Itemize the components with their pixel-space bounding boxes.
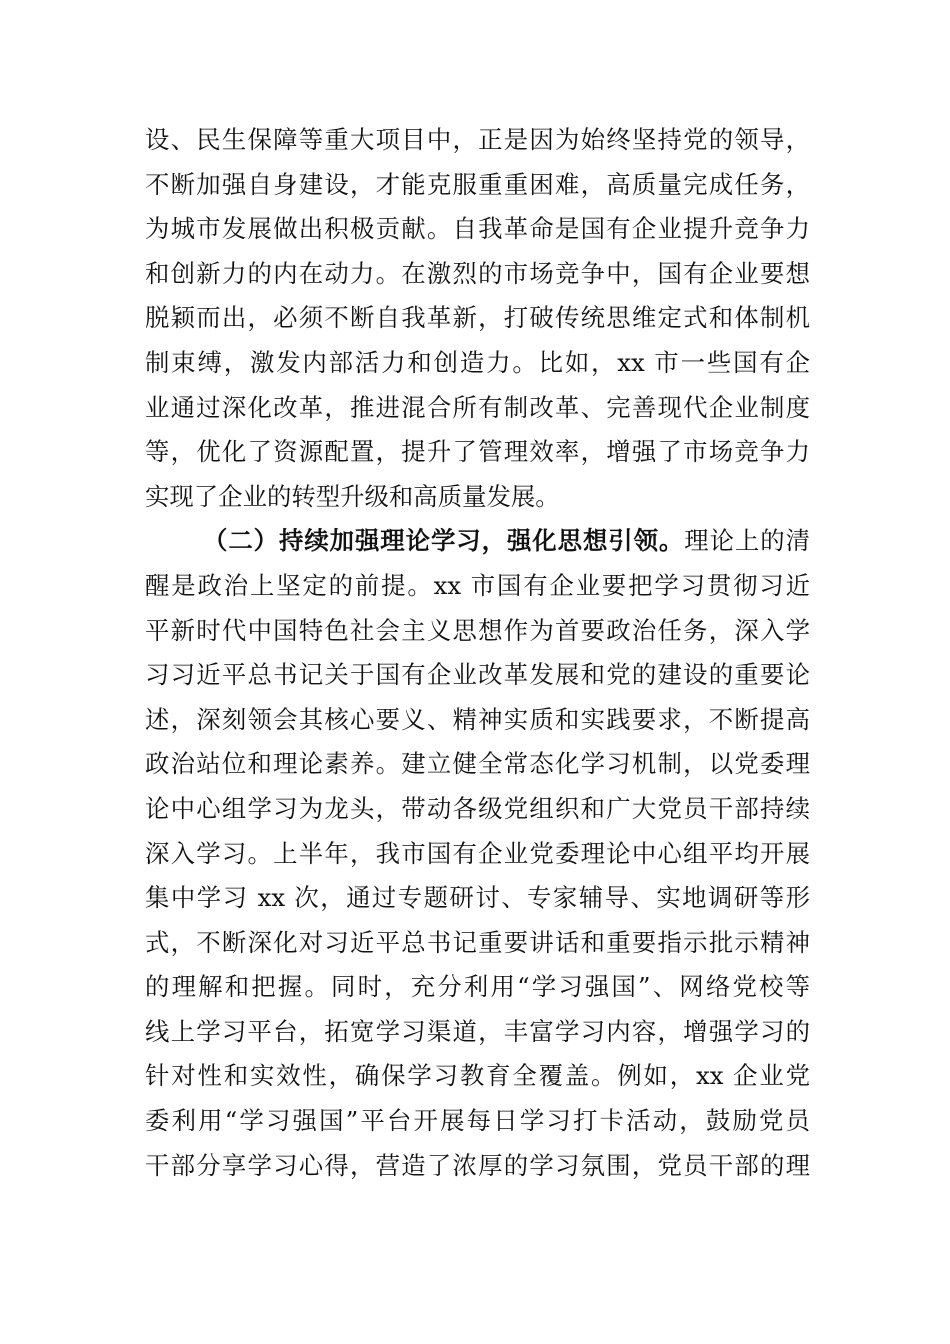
paragraph-line: 和创新力的内在动力。在激烈的市场竞争中，国有企业要想 — [145, 258, 810, 288]
heading-trailing-text: 理论上的清 — [684, 526, 810, 556]
paragraph-line: 脱颖而出，必须不断自我革新，打破传统思维定式和体制机 — [145, 303, 810, 333]
paragraph-line: 政治站位和理论素养。建立健全常态化学习机制，以党委理 — [145, 749, 810, 779]
paragraph-line: 干部分享学习心得，营造了浓厚的学习氛围，党员干部的理 — [145, 1150, 810, 1180]
paragraph-line: 平新时代中国特色社会主义思想作为首要政治任务，深入学 — [145, 615, 810, 645]
paragraph-1 — [145, 118, 810, 519]
paragraph-first-line — [145, 519, 810, 564]
paragraph-line: 习习近平总书记关于国有企业改革发展和党的建设的重要论 — [145, 660, 810, 690]
paragraph-line: 委利用“学习强国”平台开展每日学习打卡活动，鼓励党员 — [145, 1106, 810, 1136]
paragraph-line: 实现了企业的转型升级和高质量发展。 — [145, 481, 560, 511]
paragraph-line: 业通过深化改革，推进混合所有制改革、完善现代企业制度 — [145, 392, 810, 422]
paragraph-2 — [145, 519, 810, 1188]
paragraph-line: 设、民生保障等重大项目中，正是因为始终坚持党的领导， — [145, 125, 810, 154]
body-text — [145, 118, 810, 1188]
paragraph-line: 线上学习平台，拓宽学习渠道，丰富学习内容，增强学习的 — [145, 1016, 810, 1046]
section-heading: （二）持续加强理论学习，强化思想引领。 — [203, 526, 685, 556]
paragraph-line: 深入学习。上半年，我市国有企业党委理论中心组平均开展 — [145, 838, 810, 868]
paragraph-line: 述，深刻领会其核心要义、精神实质和实践要求，不断提高 — [145, 704, 810, 734]
paragraph-line: 醒是政治上坚定的前提。xx 市国有企业要把学习贯彻习近 — [145, 570, 810, 600]
paragraph-line: 制束缚，激发内部活力和创造力。比如，xx 市一些国有企 — [145, 347, 810, 377]
paragraph-line: 的理解和把握。同时，充分利用“学习强国”、网络党校等 — [145, 972, 810, 1002]
paragraph-line: 不断加强自身建设，才能克服重重困难，高质量完成任务， — [145, 169, 810, 199]
paragraph-line: 等，优化了资源配置，提升了管理效率，增强了市场竞争力 — [145, 437, 810, 467]
paragraph-line: 集中学习 xx 次，通过专题研讨、专家辅导、实地调研等形 — [145, 883, 810, 913]
paragraph-line: 式，不断深化对习近平总书记重要讲话和重要指示批示精神 — [145, 927, 810, 957]
paragraph-line: 论中心组学习为龙头，带动各级党组织和广大党员干部持续 — [145, 793, 810, 823]
paragraph-line: 为城市发展做出积极贡献。自我革命是国有企业提升竞争力 — [145, 214, 810, 244]
paragraph-line: 针对性和实效性，确保学习教育全覆盖。例如，xx 企业党 — [145, 1061, 810, 1091]
